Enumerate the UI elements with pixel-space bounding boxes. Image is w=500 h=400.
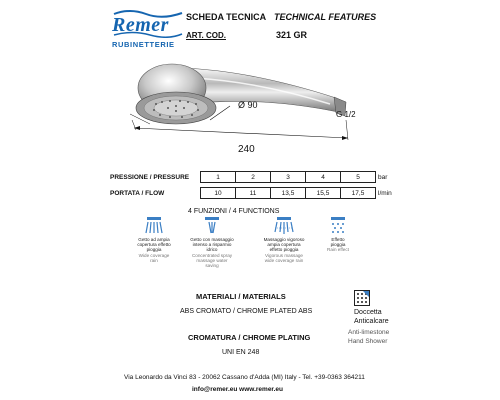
pressure-cell: 1 [201,172,236,183]
sheet-title-en: TECHNICAL FEATURES [274,12,377,22]
concentrated-spray-icon [201,216,223,236]
chrome-plating: CROMATURA / CHROME PLATING [188,333,311,342]
flow-cell: 17,5 [341,188,376,199]
function-wide-rain [126,216,182,263]
function-text-en: rain [150,257,158,263]
function-text: copertura effetto [137,242,171,248]
pressure-cell: 3 [271,172,306,183]
flow-cell: 11 [236,188,271,199]
company-web: info@remer.eu www.remer.eu [192,386,283,393]
flow-unit: l/min [378,189,392,197]
brand-subtitle: RUBINETTERIE [112,40,175,49]
materials-title: MATERIALI / MATERIALS [196,292,286,301]
brand-name: Remer [112,14,169,36]
function-text: Getto ad ampia [138,237,170,242]
function-text-en: Concentrated spray [191,252,233,258]
wide-spray-icon [143,216,165,236]
function-text-en: wide coverage rain [264,257,304,263]
anti-limestone-it-1: Doccetta [354,309,382,316]
length-label: 240 [238,144,255,155]
pressure-label: PRESSIONE / PRESSURE [110,173,190,181]
function-text: pioggia [146,247,162,253]
sheet-title-it: SCHEDA TECNICA [186,12,267,22]
function-concentrated-massage [184,216,240,268]
massage-spray-icon [273,216,295,236]
function-text: ampia copertura [267,242,301,248]
function-text: effetto pioggia [269,247,299,253]
function-text: pioggia [330,242,346,248]
function-text: intenso a risparmio [192,242,232,248]
specs-table [110,171,394,199]
function-text: Effetto [331,237,345,242]
pressure-cell: 2 [236,172,271,183]
pressure-unit: bar [378,173,388,181]
flow-label: PORTATA / FLOW [110,189,165,197]
flow-cell: 15,5 [306,188,341,199]
function-text: Getto con massaggio [190,237,234,242]
article-code: 321 GR [276,30,308,40]
function-text: idrico [206,247,218,253]
thread-label: G 1/2 [336,110,356,119]
function-text-en: saving [205,263,219,269]
functions-title: 4 FUNZIONI / 4 FUNCTIONS [188,208,280,215]
function-text-en: Rain effect [327,247,349,253]
technical-drawing [110,58,380,164]
rain-drops-icon [327,216,349,236]
flow-cell: 13,5 [271,188,306,199]
anti-limestone-it-2: Anticalcare [354,318,389,325]
anti-limestone-icon [354,290,370,306]
brand-logo [112,8,184,54]
pressure-row [110,172,394,183]
company-address: Via Leonardo da Vinci 83 - 20062 Cassano d'Adda (MI) Italy - Tel. +39-0363 364211 [124,374,365,381]
function-text: Massaggio vigoroso [263,237,305,242]
function-vigorous-massage [256,216,312,263]
function-rain-effect [310,216,366,253]
materials-value: ABS CROMATO / CHROME PLATED ABS [180,308,313,315]
function-text-en: Vigorous massage [265,252,303,258]
function-text-en: Wide coverage [138,252,170,258]
pressure-cell: 5 [341,172,376,183]
article-code-label: ART. COD. [186,31,226,40]
function-text-en: massage water [196,257,228,263]
anti-limestone-en-1: Anti-limestone [348,329,390,336]
flow-row [110,188,394,199]
anti-limestone-en-2: Hand Shower [348,338,388,345]
diameter-label: Ø 90 [238,100,258,110]
flow-cell: 10 [201,188,236,199]
norm-standard: UNI EN 248 [222,349,260,356]
pressure-cell: 4 [306,172,341,183]
